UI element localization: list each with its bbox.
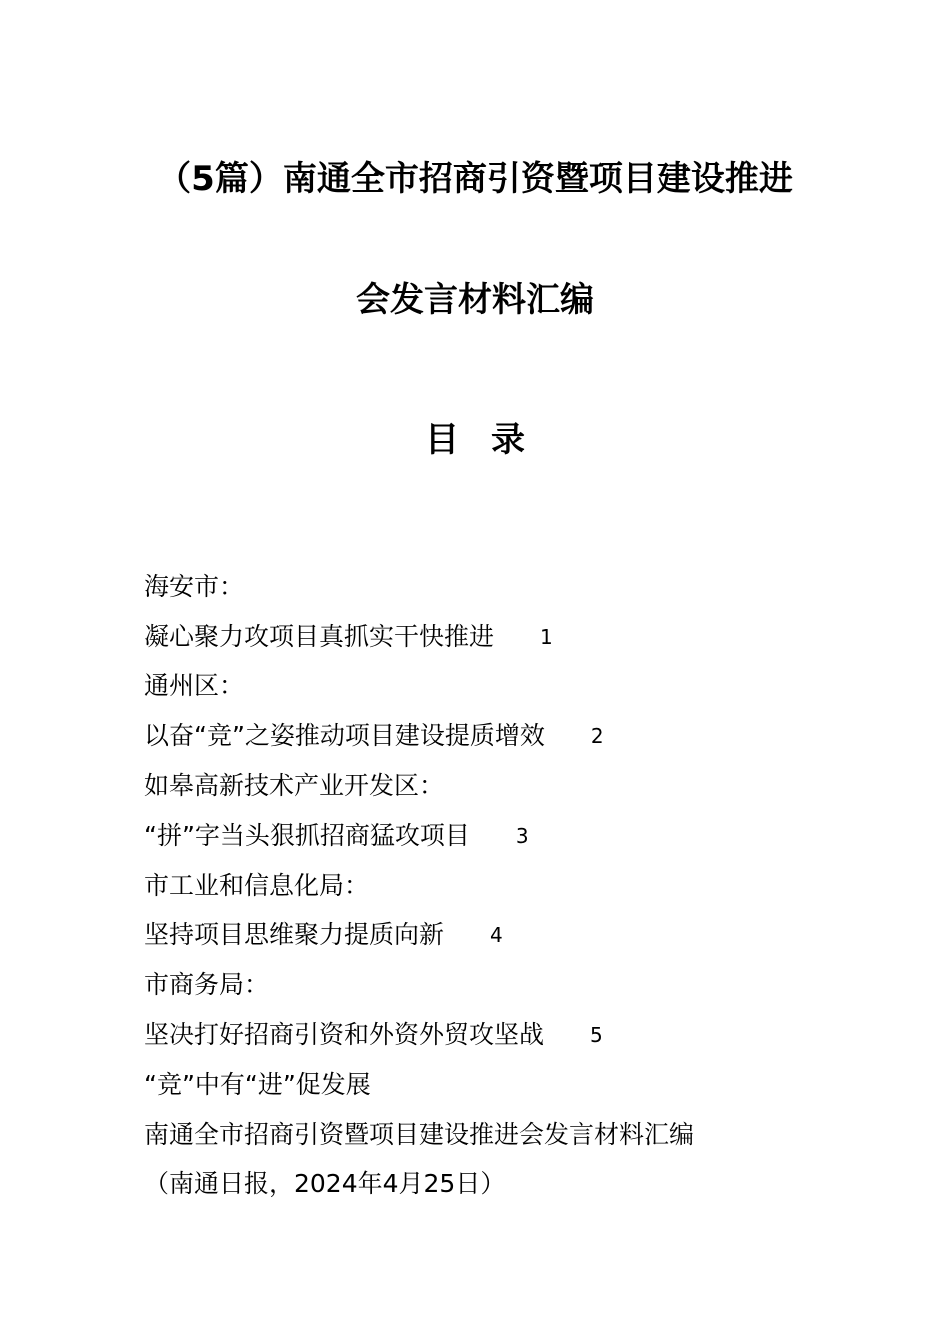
toc-entry [144,1110,904,1160]
toc-entry-text: 南通全市招商引资暨项目建设推进会发言材料汇编 [144,1119,695,1149]
toc-entry-text: “拼”字当头狠抓招商猛攻项目 [144,820,470,850]
toc-entry [144,761,904,811]
toc-entry [144,960,904,1010]
toc-entry-text: 市工业和信息化局： [144,870,370,900]
toc-entry [144,711,904,761]
toc-entry-text: “竞”中有“进”促发展 [144,1069,371,1099]
toc-entry-text: 海安市： [144,571,245,601]
toc-entry [144,861,904,911]
document-title-line-2: 会发言材料汇编 [356,280,594,320]
toc-entry [144,662,904,712]
toc-entry-page: 5 [590,1023,603,1048]
toc-entry-text: 如皋高新技术产业开发区： [144,771,445,801]
toc-heading: 目录 [425,420,557,460]
toc-entry [144,612,904,662]
toc-entry [144,911,904,961]
toc-entry-page: 1 [540,624,553,649]
toc-entry-text: 坚决打好招商引资和外资外贸攻坚战 [144,1020,545,1050]
toc-entry-page: 3 [515,823,529,848]
toc-entry [144,811,904,861]
toc-entry-text: 通州区： [144,671,245,701]
toc-entry [144,1160,904,1210]
toc-entry [144,562,904,612]
document-title-line-1: （5篇）南通全市招商引资暨项目建设推进 [157,159,793,199]
toc-entry-text: 凝心聚力攻项目真抓实干快推进 [144,621,495,651]
table-of-contents [144,562,904,1209]
toc-entry [144,1060,904,1110]
toc-entry [144,1010,904,1060]
toc-entry-text: （南通日报，2024年4月25日） [144,1169,506,1199]
toc-entry-text: 坚持项目思维聚力提质向新 [144,920,445,950]
toc-entry-page: 4 [490,923,503,948]
toc-entry-text: 以奋“竞”之姿推动项目建设提质增效 [144,721,545,751]
toc-entry-page: 2 [590,724,604,749]
toc-entry-text: 市商务局： [144,970,270,1000]
